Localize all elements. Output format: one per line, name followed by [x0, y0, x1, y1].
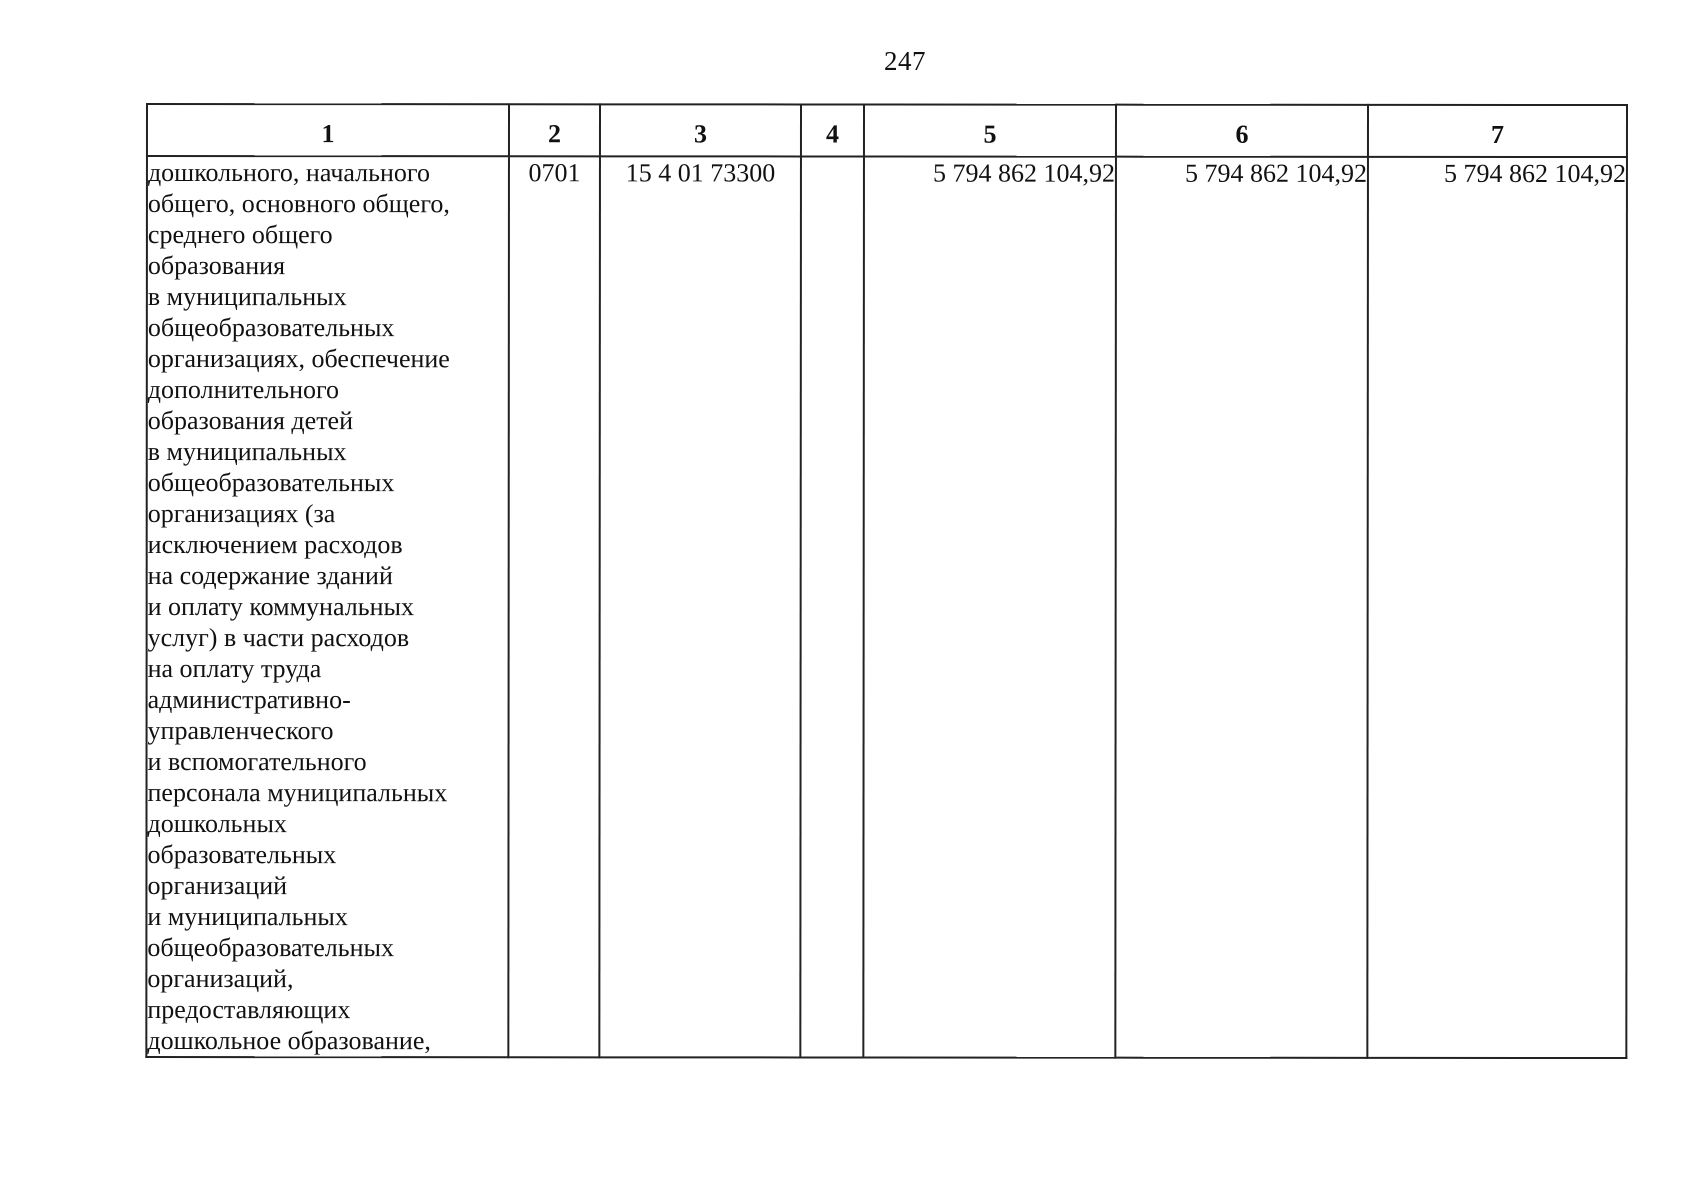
description-line: и вспомогательного [147, 747, 367, 777]
description-line: на оплату труда [147, 654, 322, 684]
column-header-5: 5 [864, 105, 1116, 157]
description-line: услуг) в части расходов [147, 623, 410, 653]
description-line: в муниципальных [147, 437, 347, 467]
description-line: общеобразовательных [147, 468, 395, 498]
column-header-1: 1 [147, 104, 509, 156]
table-header-row [147, 104, 1627, 157]
description-line: и оплату коммунальных [147, 592, 414, 622]
description-line: исключением расходов [147, 530, 403, 560]
amount-cell-7: 5 794 862 104,92 [1367, 157, 1627, 1058]
column-header-2: 2 [509, 104, 600, 156]
expense-type-cell [800, 156, 864, 1057]
description-line: организаций [147, 871, 288, 901]
amount-cell-5: 5 794 862 104,92 [863, 157, 1116, 1058]
description-line: среднего общего [147, 220, 333, 250]
section-code-cell: 0701 [508, 156, 600, 1057]
table-row [146, 156, 1627, 1058]
description-line: образования [147, 251, 286, 281]
description-line: дополнительного [147, 375, 340, 405]
budget-table-container [145, 103, 1626, 1056]
description-line: образовательных [147, 840, 337, 870]
description-line: организаций, [147, 964, 294, 994]
target-article-cell: 15 4 01 73300 [599, 156, 801, 1057]
description-line: в муниципальных [147, 282, 347, 312]
description-line: образования детей [147, 406, 354, 436]
page-number: 247 [884, 46, 926, 76]
column-header-7: 7 [1368, 105, 1627, 157]
description-line: общеобразовательных [147, 313, 395, 343]
row-description-cell [146, 156, 509, 1057]
description-line: организациях (за [147, 499, 336, 529]
description-line: организациях, обеспечение [147, 344, 450, 374]
description-line: дошкольных [147, 809, 287, 839]
description-line: персонала муниципальных [147, 778, 448, 808]
column-header-4: 4 [801, 104, 864, 156]
amount-cell-6: 5 794 862 104,92 [1115, 157, 1368, 1058]
description-line: дошкольное образование, [147, 1026, 431, 1056]
column-header-6: 6 [1116, 105, 1368, 157]
description-line: на содержание зданий [147, 561, 393, 591]
budget-table [145, 103, 1628, 1059]
description-line: и муниципальных [147, 902, 348, 932]
description-line: общего, основного общего, [147, 189, 450, 219]
description-line: административно- [147, 685, 351, 715]
description-line: предоставляющих [147, 995, 351, 1025]
description-line: управленческого [147, 716, 334, 746]
column-header-3: 3 [600, 104, 801, 156]
description-line: общеобразовательных [147, 933, 395, 963]
description-line: дошкольного, начального [147, 158, 430, 188]
